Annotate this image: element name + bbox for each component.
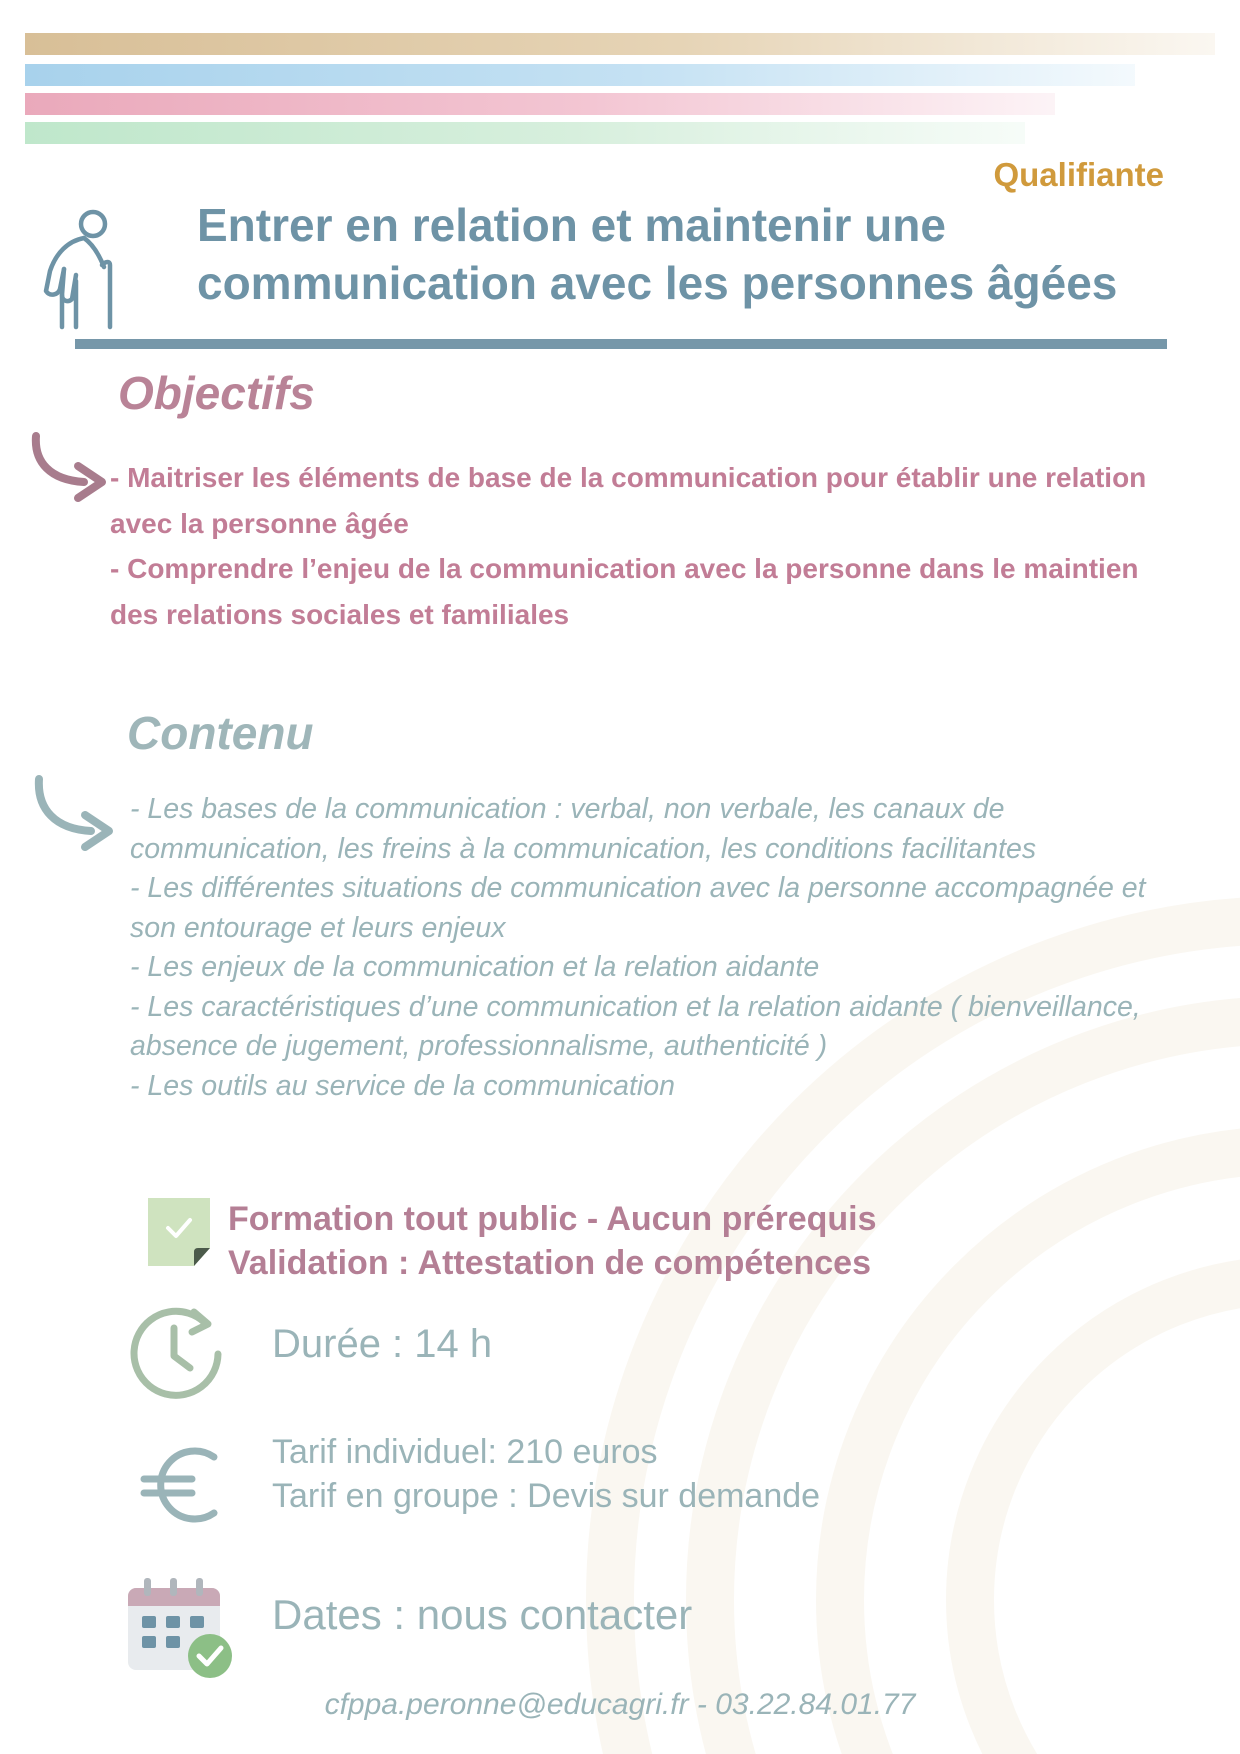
calendar-check-icon	[126, 1574, 234, 1680]
header-band-blue	[25, 64, 1135, 86]
header-band-pink	[25, 93, 1055, 115]
list-item: - Les différentes situations de communication avec la personne accompagnée et son entourage et leurs enjeux	[130, 872, 1146, 944]
checklist-note-icon	[146, 1196, 212, 1268]
list-item: - Les caractéristiques d’une communication et la relation aidante ( bienveillance, absence de jugement, professionnalisme, authenticité )	[130, 990, 1141, 1062]
elderly-person-icon	[40, 205, 120, 331]
header-band-green	[25, 122, 1025, 144]
clock-icon	[128, 1302, 228, 1402]
objectifs-list	[110, 455, 1170, 637]
list-item: - Les outils au service de la communication	[130, 1069, 675, 1102]
objectifs-heading: Objectifs	[118, 367, 315, 419]
contact-info: cfppa.peronne@educagri.fr - 03.22.84.01.77	[324, 1688, 916, 1721]
title-line-1: Entrer en relation et maintenir une	[197, 199, 946, 251]
dates-text: Dates : nous contacter	[272, 1591, 693, 1638]
title-divider	[75, 339, 1167, 349]
list-item: - Maitriser les éléments de base de la communication pour établir une relation avec la personne âgée	[110, 462, 1147, 539]
curved-arrow-icon	[33, 775, 119, 855]
list-item: - Les enjeux de la communication et la relation aidante	[130, 951, 820, 983]
tarif-groupe: Tarif en groupe : Devis sur demande	[272, 1477, 821, 1515]
duration-text: Durée : 14 h	[272, 1322, 493, 1366]
contenu-list	[130, 790, 1180, 1106]
list-item: - Les bases de la communication : verbal, non verbale, les canaux de communication, les freins à la communication, les conditions facilitantes	[130, 793, 1037, 865]
curved-arrow-icon	[30, 432, 110, 504]
title-line-2: communication avec les personnes âgées	[197, 257, 1118, 309]
public-requirement: Formation tout public - Aucun prérequis	[228, 1200, 877, 1238]
validation-info: Validation : Attestation de compétences	[228, 1244, 871, 1282]
list-item: - Comprendre l’enjeu de la communication avec la personne dans le maintien des relations sociales et familiales	[110, 553, 1139, 630]
page-title	[197, 196, 1187, 312]
tarif-individuel: Tarif individuel: 210 euros	[272, 1433, 658, 1471]
header-band-gold	[25, 33, 1215, 55]
contenu-heading: Contenu	[127, 707, 314, 759]
euro-icon	[140, 1443, 224, 1527]
category-label: Qualifiante	[993, 156, 1164, 193]
